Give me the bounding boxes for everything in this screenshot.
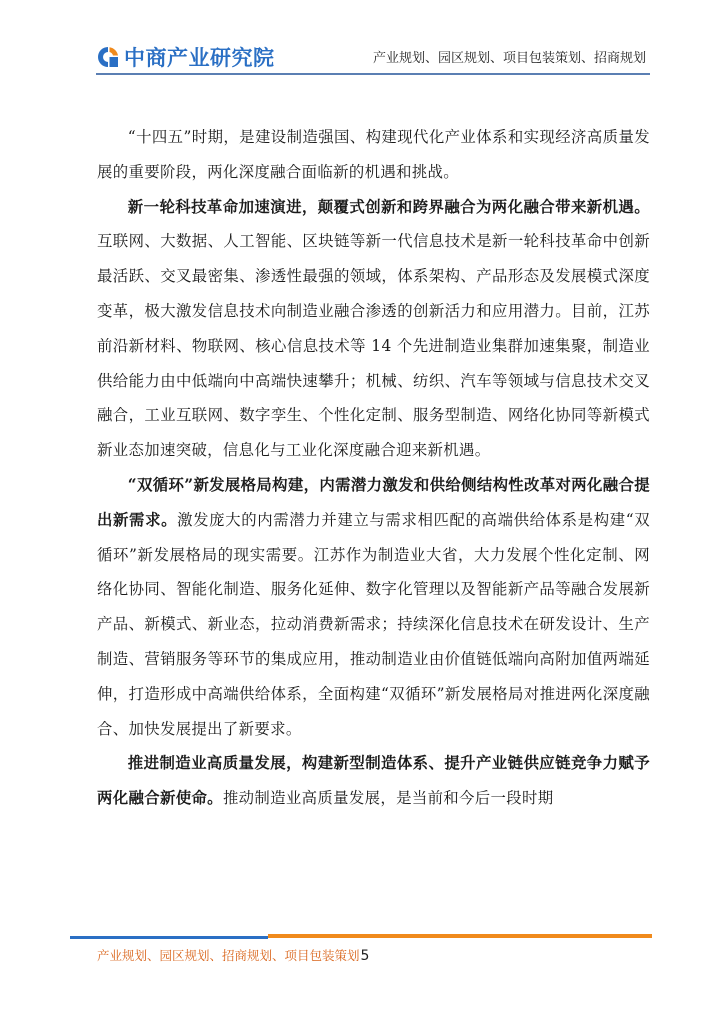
logo-text: 中商产业研究院	[124, 46, 275, 70]
paragraph-text: “十四五”时期，是建设制造强国、构建现代化产业体系和实现经济高质量发展的重要阶段，两化深度融合面临新的机遇和挑战。	[97, 128, 650, 181]
page-header	[0, 0, 724, 80]
logo-icon	[96, 45, 120, 69]
header-divider	[96, 73, 650, 75]
paragraph	[97, 190, 650, 468]
paragraph	[97, 468, 650, 746]
company-logo	[96, 42, 275, 72]
paragraph-text: 互联网、大数据、人工智能、区块链等新一代信息技术是新一轮科技革命中创新最活跃、交叉最密集、渗透性最强的领域，体系架构、产品形态及发展模式深度变革，极大激发信息技术向制造业融合渗透的创新活力和应用潜力。目前，江苏前沿新材料、物联网、核心信息技术等 14 个先进制造业集群加速集聚，制造业供给能力由中低端向中高端快速攀升；机械、纺织、汽车等领域与信息技术交叉融合，工业互联网、数字孪生、个性化定制、服务型制造、网络化协同等新模式新业态加速突破，信息化与工业化深度融合迎来新机遇。	[97, 232, 650, 460]
header-services: 产业规划、园区规划、项目包装策划、招商规划	[372, 51, 646, 66]
paragraph	[97, 120, 650, 190]
paragraph-lead: 推进制造业高质量发展，构建新型制造体系、提升产业链供应链竞争力赋予两化融合新使命。	[97, 754, 650, 808]
paragraph-lead: “双循环”新发展格局构建，内需潜力激发和供给侧结构性改革对两化融合提出新需求。	[97, 475, 650, 529]
footer-divider-orange	[268, 934, 652, 938]
page-number: 5	[360, 948, 370, 964]
document-body	[97, 120, 650, 816]
paragraph-text: 激发庞大的内需潜力并建立与需求相匹配的高端供给体系是构建“双循环”新发展格局的现实需要。江苏作为制造业大省，大力发展个性化定制、网络化协同、智能化制造、服务化延伸、数字化管理以及智能新产品等融合发展新产品、新模式、新业态，拉动消费新需求；持续深化信息技术在研发设计、生产制造、营销服务等环节的集成应用，推动制造业由价值链低端向高附加值两端延伸，打造形成中高端供给体系，全面构建“双循环”新发展格局对推进两化深度融合、加快发展提出了新要求。	[97, 510, 650, 738]
paragraph-text: 推动制造业高质量发展，是当前和今后一段时期	[222, 789, 554, 808]
paragraph	[97, 746, 650, 816]
footer-divider-blue	[70, 936, 268, 939]
paragraph-lead: 新一轮科技革命加速演进，颠覆式创新和跨界融合为两化融合带来新机遇。	[127, 197, 650, 216]
footer-services: 产业规划、园区规划、招商规划、项目包装策划	[97, 948, 360, 963]
page-footer	[97, 946, 369, 964]
